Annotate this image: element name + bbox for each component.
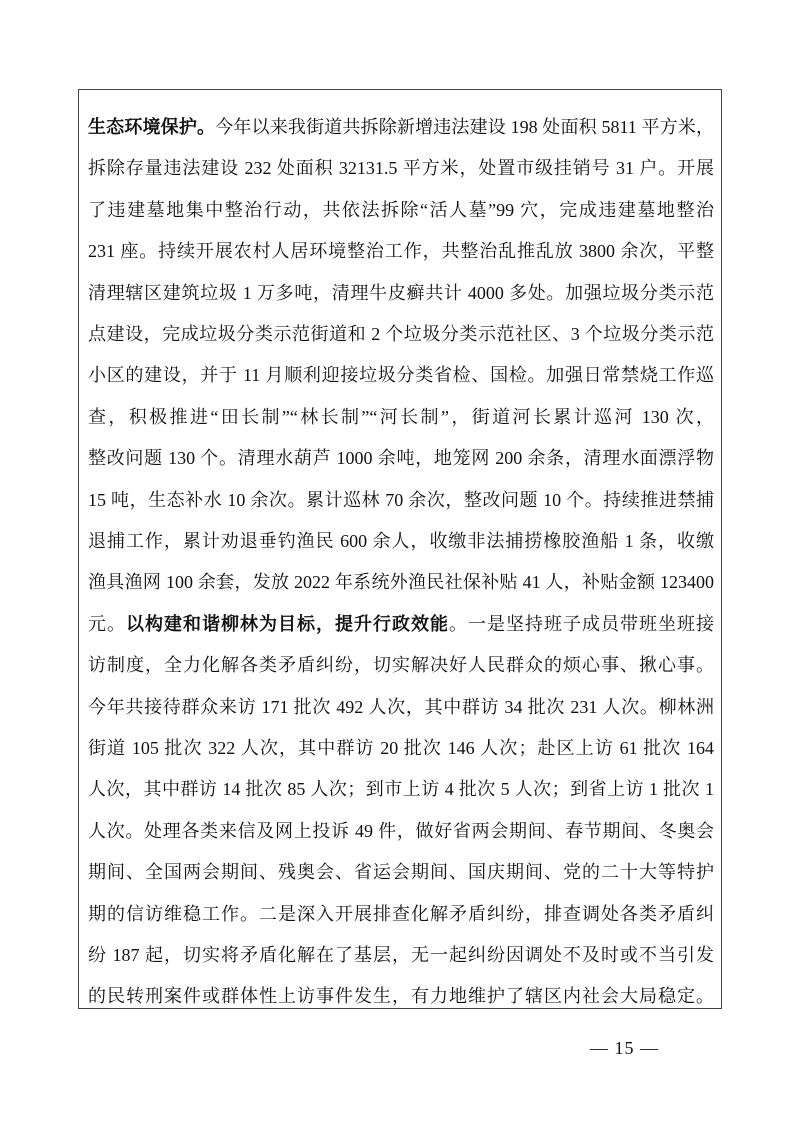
paragraph-line — [88, 609, 714, 639]
body-text: 小区的建设，并于 11 月顺利迎接垃圾分类省检、国检。加强日常禁烧工作巡 — [88, 365, 714, 386]
paragraph-line — [88, 236, 714, 266]
body-text: 期的信访维稳工作。二是深入开展排查化解矛盾纠纷，排查调处各类矛盾纠 — [88, 903, 714, 924]
page-number: — 15 — — [590, 1038, 659, 1058]
body-text: 人次。处理各类来信及网上投诉 49 件，做好省两会期间、春节期间、冬奥会 — [88, 820, 714, 841]
paragraph-line — [88, 360, 714, 390]
paragraph-line — [88, 899, 714, 929]
paragraph-line — [88, 112, 714, 142]
paragraph-line — [88, 857, 714, 887]
body-text: 。一是坚持班子成员带班坐班接 — [449, 613, 714, 634]
paragraph-line — [88, 774, 714, 804]
paragraph-line — [88, 940, 714, 970]
body-text: 街道 105 批次 322 人次，其中群访 20 批次 146 人次；赴区上访 61 批次 164 — [88, 738, 714, 758]
paragraph-line — [88, 816, 714, 846]
paragraph-line — [88, 526, 714, 556]
paragraph-line — [88, 650, 714, 680]
body-text: 期间、全国两会期间、残奥会、省运会期间、国庆期间、党的二十大等特护 — [88, 862, 714, 883]
body-text: 的民转刑案件或群体性上访事件发生，有力地维护了辖区内社会大局稳定。 — [88, 986, 714, 1007]
body-text: 15 吨，生态补水 10 余次。累计巡林 70 余次，整改问题 10 个。持续推进禁捕 — [88, 489, 714, 510]
body-text: 退捕工作，累计劝退垂钓渔民 600 余人，收缴非法捕捞橡胶渔船 1 条，收缴 — [88, 531, 714, 551]
paragraph-line — [88, 278, 714, 308]
body-text: 今年共接待群众来访 171 批次 492 人次，其中群访 34 批次 231 人次。柳林洲 — [88, 696, 714, 717]
paragraph-line — [88, 443, 714, 473]
paragraph-line — [88, 981, 714, 1011]
paragraph-line — [88, 195, 714, 225]
body-text: 了违建墓地集中整治行动，共依法拆除“活人墓”99 穴，完成违建墓地整治 — [88, 199, 714, 220]
body-text: 拆除存量违法建设 232 处面积 32131.5 平方米，处置市级挂销号 31 户。开展 — [88, 158, 714, 179]
body-text: 整改问题 130 个。清理水葫芦 1000 余吨，地笼网 200 余条，清理水面漂浮物 — [88, 448, 714, 469]
body-text: 渔具渔网 100 余套，发放 2022 年系统外渔民社保补贴 41 人，补贴金额 123400 — [88, 572, 714, 593]
body-text: 点建设，完成垃圾分类示范街道和 2 个垃圾分类示范社区、3 个垃圾分类示范 — [88, 324, 714, 344]
paragraph-line — [88, 567, 714, 597]
body-text: 今年以来我街道共拆除新增违法建设 198 处面积 5811 平方米， — [215, 117, 714, 137]
body-text: 访制度，全力化解各类矛盾纠纷，切实解决好人民群众的烦心事、揪心事。 — [88, 655, 714, 676]
bold-heading-text: 生态环境保护。 — [88, 117, 216, 137]
paragraph-line — [88, 402, 714, 432]
body-text: 清理辖区建筑垃圾 1 万多吨，清理牛皮癣共计 4000 多处。加强垃圾分类示范 — [88, 282, 714, 303]
paragraph-line — [88, 153, 714, 183]
bold-heading-text: 以构建和谐柳林为目标，提升行政效能 — [126, 613, 449, 634]
paragraph-line — [88, 319, 714, 349]
paragraph-line — [88, 692, 714, 722]
body-text: 元。 — [88, 613, 126, 634]
body-text: 纷 187 起，切实将矛盾化解在了基层，无一起纠纷因调处不及时或不当引发 — [88, 945, 714, 965]
text-frame — [78, 89, 722, 1009]
body-text: 查，积极推进“田长制”“林长制”“河长制”，街道河长累计巡河 130 次， — [88, 406, 714, 427]
paragraph-line — [88, 733, 714, 763]
body-text: 人次，其中群访 14 批次 85 人次；到市上访 4 批次 5 人次；到省上访 1 批次 1 — [88, 779, 714, 800]
paragraph-line — [88, 485, 714, 515]
body-text: 231 座。持续开展农村人居环境整治工作，共整治乱推乱放 3800 余次，平整 — [88, 241, 714, 262]
